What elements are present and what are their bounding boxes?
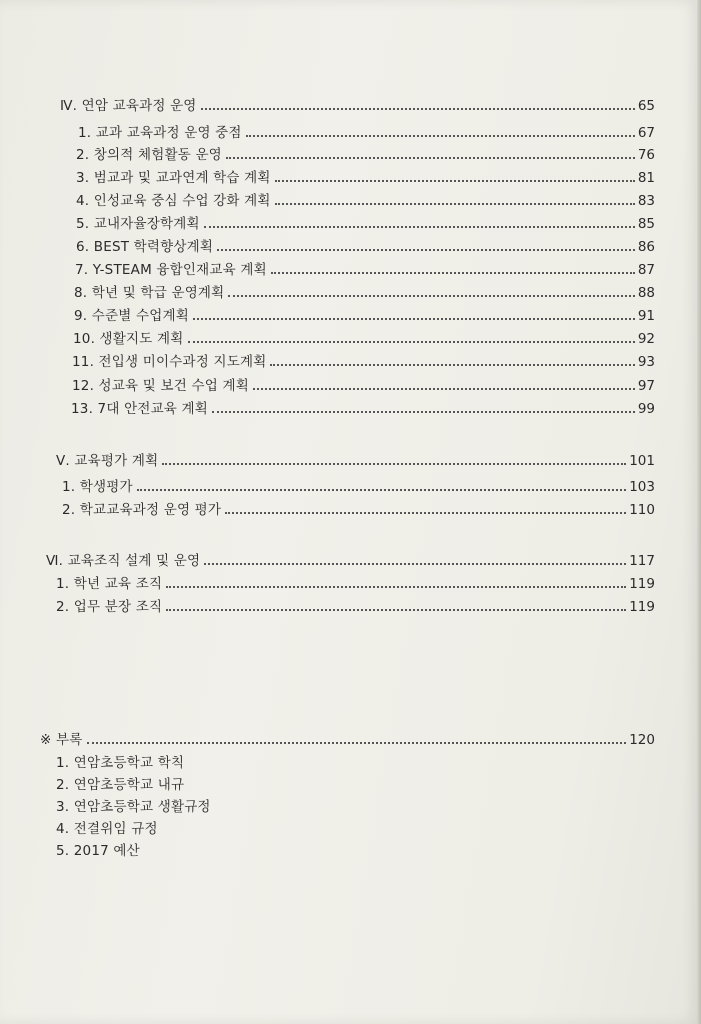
dot-leader (228, 295, 634, 297)
toc-entry (56, 598, 655, 616)
toc-page-number: 103 (629, 479, 655, 495)
toc-entry-label: 1. 학년 교육 조직 (56, 576, 163, 592)
dot-leader (275, 180, 635, 182)
dot-leader (204, 226, 635, 228)
toc-entry-label: 4. 인성교육 중심 수업 강화 계획 (76, 193, 271, 209)
appendix-item: 5. 2017 예산 (56, 843, 140, 859)
dot-leader (275, 203, 635, 205)
toc-entry-label: 12. 성교육 및 보건 수업 계획 (72, 378, 249, 394)
toc-page-number: 91 (637, 308, 655, 324)
toc-entry-label: 3. 범교과 및 교과연계 학습 계획 (76, 170, 271, 186)
toc-page-number: 81 (637, 170, 655, 186)
toc-entry (74, 307, 655, 325)
toc-entry-label: 10. 생활지도 계획 (73, 331, 184, 347)
appendix-item: 1. 연암초등학교 학칙 (56, 755, 185, 771)
dot-leader (225, 512, 626, 514)
toc-page-number: 86 (637, 239, 655, 255)
toc-heading-vi (46, 552, 655, 570)
toc-page-number: 83 (637, 193, 655, 209)
toc-page-number: 99 (637, 401, 655, 417)
toc-entry (76, 169, 655, 187)
dot-leader (253, 388, 635, 390)
appendix-item: 4. 전결위임 규정 (56, 821, 158, 837)
toc-heading-iv (60, 97, 655, 115)
toc-entry-label: 9. 수준별 수업계획 (74, 308, 189, 324)
toc-page-number: 119 (629, 599, 655, 615)
toc-entry (75, 261, 655, 279)
toc-entry (78, 124, 655, 142)
appendix-item: 3. 연암초등학교 생활규정 (56, 799, 211, 815)
toc-page-number: 92 (637, 331, 655, 347)
toc-entry (71, 400, 655, 418)
toc-page-number: 88 (637, 285, 655, 301)
toc-page-number: 110 (629, 502, 655, 518)
dot-leader (87, 742, 627, 744)
toc-entry-label: 8. 학년 및 학급 운영계획 (74, 285, 225, 301)
toc-heading-appendix (40, 731, 655, 749)
toc-entry (76, 215, 655, 233)
toc-page-number: 117 (629, 553, 655, 569)
toc-page-number: 87 (637, 262, 655, 278)
dot-leader (246, 135, 635, 137)
toc-entry (73, 330, 655, 348)
dot-leader (162, 463, 626, 465)
toc-entry-label: 5. 교내자율장학계획 (76, 216, 200, 232)
toc-entry-label: 7. Y-STEAM 융합인재교육 계획 (75, 262, 267, 278)
toc-entry (62, 478, 655, 496)
toc-entry (72, 377, 655, 395)
toc-entry (76, 146, 655, 164)
toc-entry (72, 353, 655, 371)
toc-heading-v (56, 452, 655, 470)
toc-entry (76, 192, 655, 210)
toc-entry-label: 2. 창의적 체험활동 운영 (76, 147, 222, 163)
dot-leader (201, 108, 635, 110)
dot-leader (217, 249, 635, 251)
dot-leader (226, 157, 635, 159)
page-edge (697, 0, 701, 1024)
toc-entry (62, 501, 655, 519)
toc-page-number: 93 (637, 354, 655, 370)
toc-heading-label: Ⅴ. 교육평가 계획 (56, 453, 159, 469)
dot-leader (193, 318, 635, 320)
toc-page-number: 67 (637, 125, 655, 141)
toc-page-number: 120 (629, 732, 655, 748)
toc-entry-label: 13. 7대 안전교육 계획 (71, 401, 209, 417)
toc-entry-label: 6. BEST 학력향상계획 (76, 239, 214, 255)
dot-leader (212, 411, 635, 413)
toc-page-number: 97 (637, 378, 655, 394)
toc-heading-label: ※ 부록 (40, 732, 83, 748)
toc-entry (76, 238, 655, 256)
toc-heading-label: Ⅵ. 교육조직 설계 및 운영 (46, 553, 201, 569)
toc-entry (56, 575, 655, 593)
toc-entry-label: 2. 업무 분장 조직 (56, 599, 163, 615)
dot-leader (166, 609, 626, 611)
toc-page-number: 65 (637, 98, 655, 114)
dot-leader (166, 586, 626, 588)
toc-page-number: 76 (637, 147, 655, 163)
toc-entry-label: 11. 전입생 미이수과정 지도계획 (72, 354, 267, 370)
dot-leader (204, 563, 626, 565)
toc-heading-label: Ⅳ. 연암 교육과정 운영 (60, 98, 197, 114)
dot-leader (188, 341, 635, 343)
toc-page-number: 101 (629, 453, 655, 469)
toc-entry-label: 1. 학생평가 (62, 479, 133, 495)
dot-leader (271, 272, 635, 274)
toc-entry-label: 1. 교과 교육과정 운영 중점 (78, 125, 242, 141)
dot-leader (270, 364, 634, 366)
appendix-item: 2. 연암초등학교 내규 (56, 777, 185, 793)
toc-entry-label: 2. 학교교육과정 운영 평가 (62, 502, 222, 518)
toc-entry (74, 284, 655, 302)
toc-page-number: 119 (629, 576, 655, 592)
toc-page-number: 85 (637, 216, 655, 232)
dot-leader (137, 489, 626, 491)
